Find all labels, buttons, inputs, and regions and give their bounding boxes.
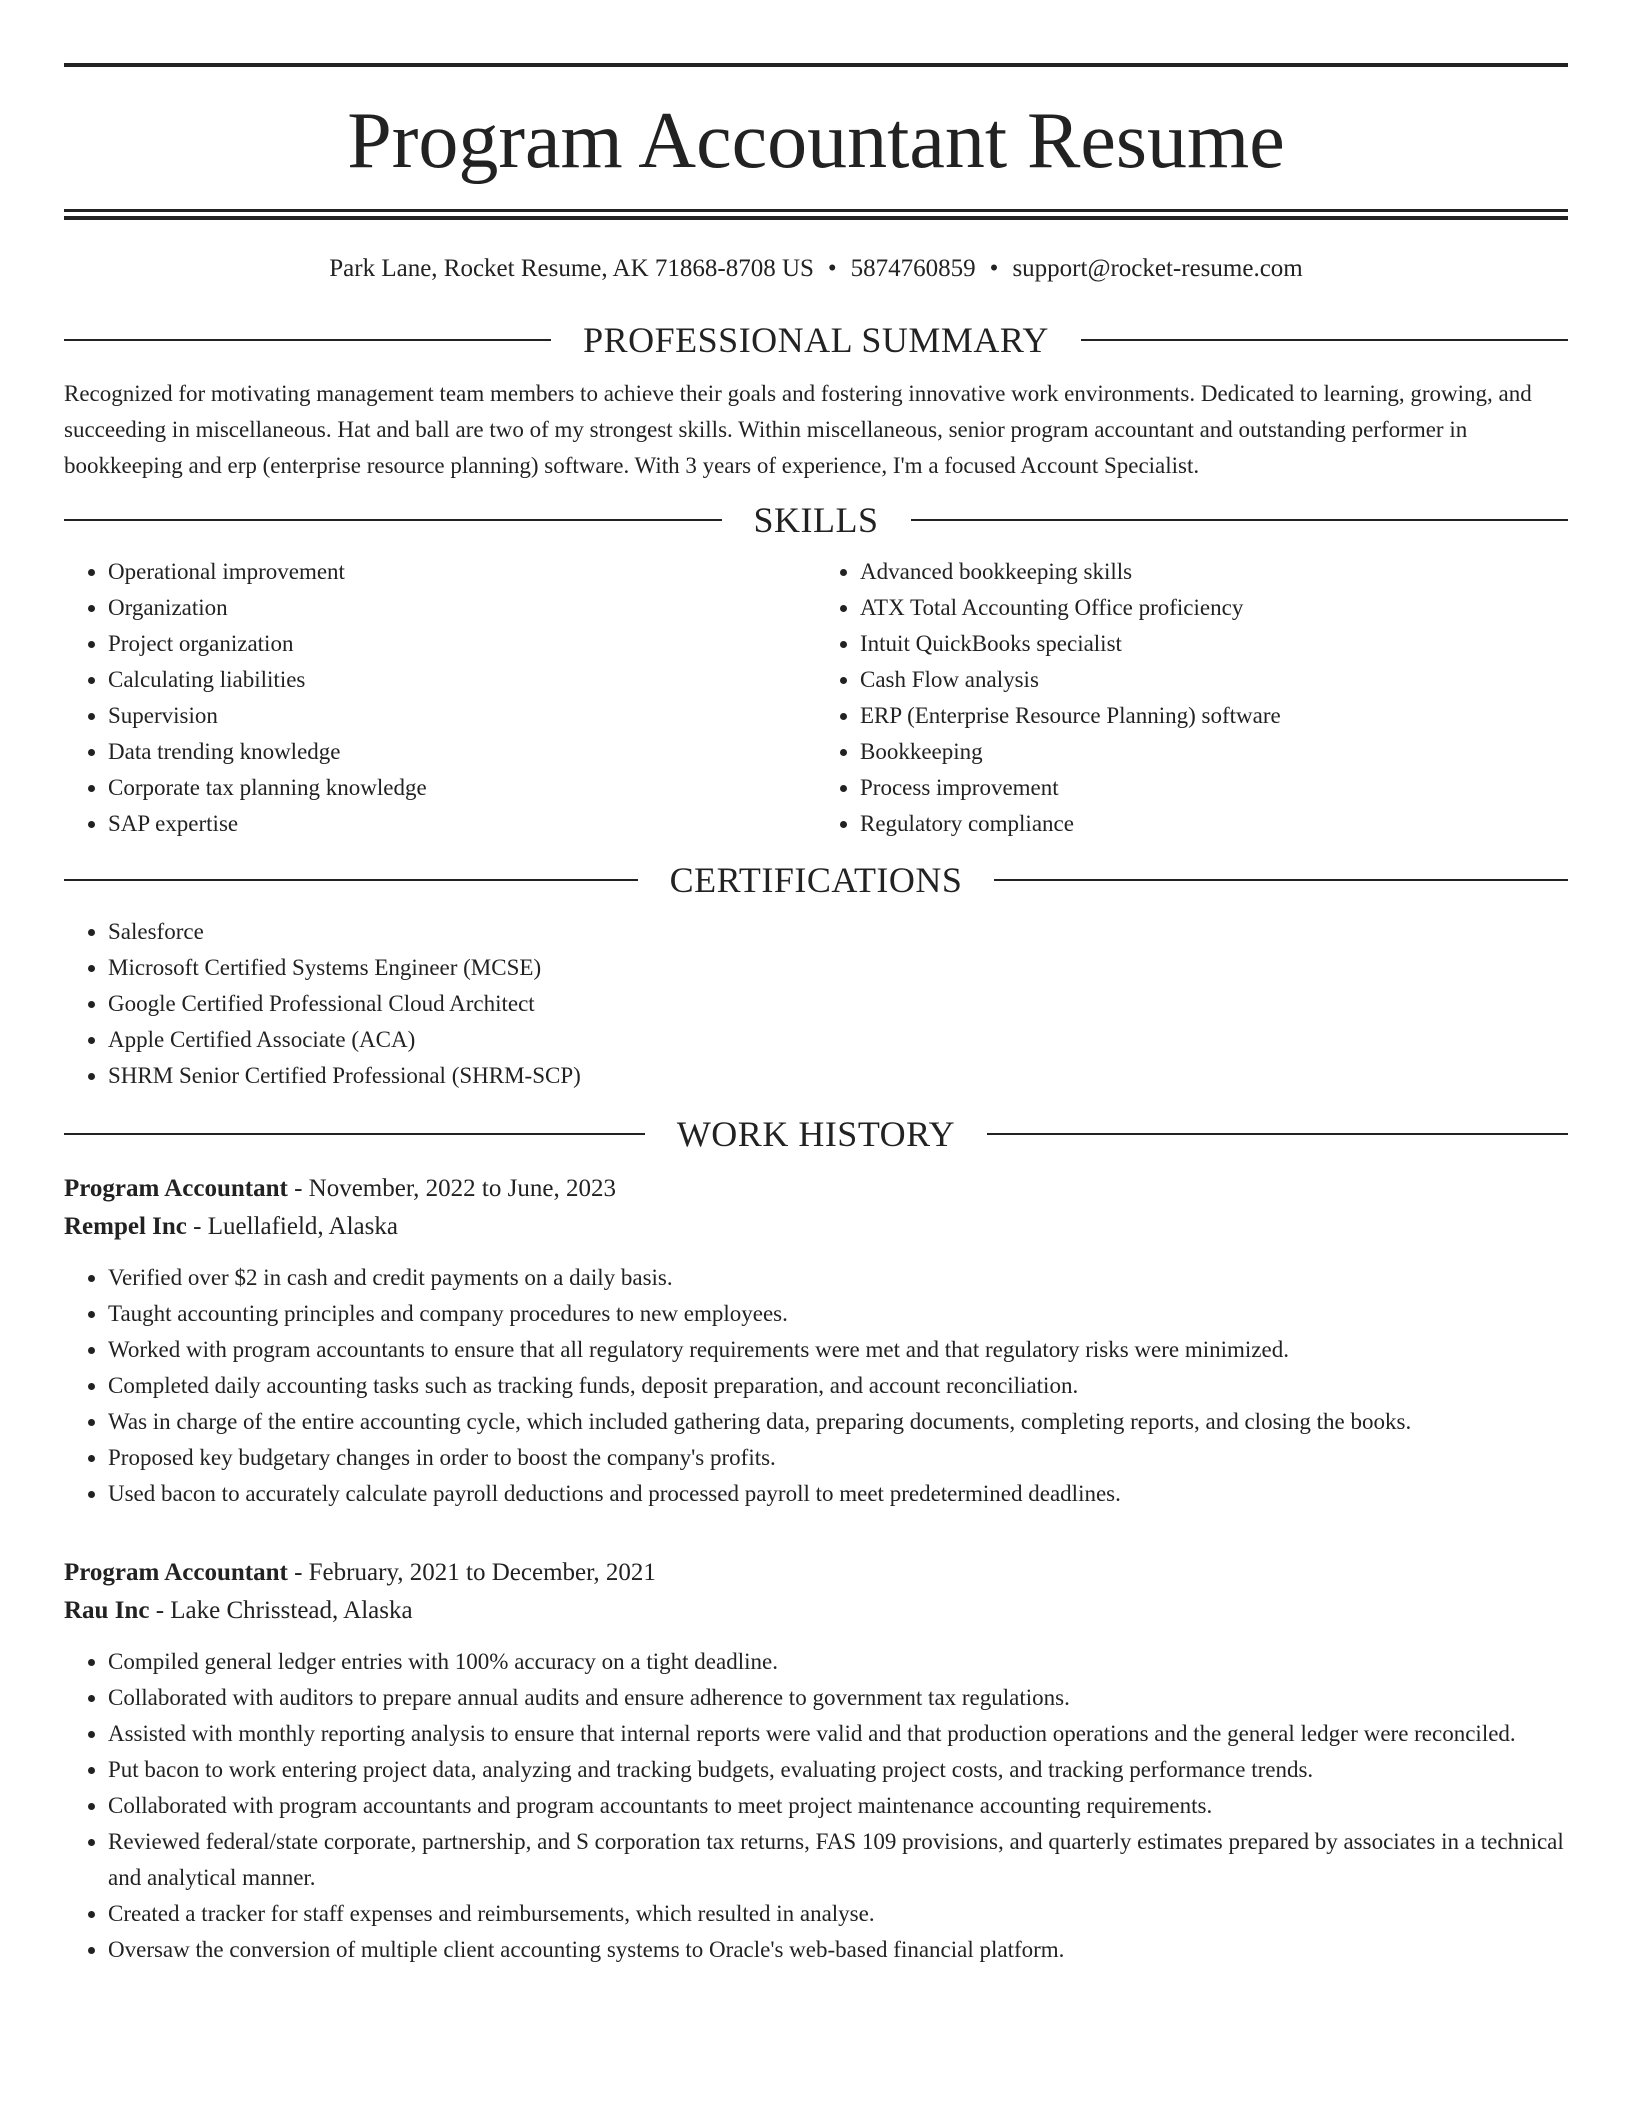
duty-item: • Verified over $2 in cash and credit payments on a daily basis. (108, 1260, 1568, 1296)
section-title: WORK HISTORY (676, 1114, 956, 1154)
job-duties-list (64, 1644, 1568, 1968)
skill-item: • Intuit QuickBooks specialist (860, 626, 1568, 662)
skill-item: • Organization (108, 590, 816, 626)
section-title: CERTIFICATIONS (669, 860, 963, 900)
heading-rule (994, 879, 1568, 881)
certification-item: • Salesforce (108, 914, 1568, 950)
job-entry (64, 1554, 1568, 1968)
job-company: Rempel Inc (64, 1213, 187, 1240)
certification-item: • Apple Certified Associate (ACA) (108, 1022, 1568, 1058)
skill-item: • Advanced bookkeeping skills (860, 554, 1568, 590)
skill-item: • ERP (Enterprise Resource Planning) software (860, 698, 1568, 734)
duty-item: • Taught accounting principles and company procedures to new employees. (108, 1296, 1568, 1332)
job-location: - Lake Chrisstead, Alaska (149, 1597, 413, 1624)
skill-item: • Operational improvement (108, 554, 816, 590)
job-title-line (64, 1170, 1568, 1208)
certification-item: • Google Certified Professional Cloud Architect (108, 986, 1568, 1022)
heading-rule (64, 339, 551, 341)
skill-item: • Bookkeeping (860, 734, 1568, 770)
contact-address: Park Lane, Rocket Resume, AK 71868-8708 US (329, 255, 814, 282)
duty-item: • Worked with program accountants to ensure that all regulatory requirements were met and that regulatory risks were minimized. (108, 1332, 1568, 1368)
contact-separator: • (827, 255, 837, 282)
duty-item: • Was in charge of the entire accounting cycle, which included gathering data, preparing documents, completing reports, and closing the books. (108, 1404, 1568, 1440)
skill-item: • ATX Total Accounting Office proficiency (860, 590, 1568, 626)
heading-rule (64, 1133, 645, 1135)
skill-item: • Regulatory compliance (860, 806, 1568, 842)
resume-page (64, 0, 1568, 1968)
section-title: SKILLS (753, 500, 879, 540)
duty-item: • Put bacon to work entering project data, analyzing and tracking budgets, evaluating project costs, and tracking performance trends. (108, 1752, 1568, 1788)
skill-item: • Data trending knowledge (108, 734, 816, 770)
job-company-line (64, 1592, 1568, 1630)
title-divider (64, 209, 1568, 220)
certifications-list (64, 914, 1568, 1094)
job-entry (64, 1170, 1568, 1512)
contact-line (64, 254, 1568, 284)
duty-item: • Collaborated with auditors to prepare annual audits and ensure adherence to government tax regulations. (108, 1680, 1568, 1716)
duty-item: • Compiled general ledger entries with 100% accuracy on a tight deadline. (108, 1644, 1568, 1680)
certification-item: • Microsoft Certified Systems Engineer (MCSE) (108, 950, 1568, 986)
job-dates: - November, 2022 to June, 2023 (287, 1175, 616, 1202)
summary-text: Recognized for motivating management team members to achieve their goals and fostering innovative work environments. Dedicated to learning, growing, and succeeding in miscellaneous. Hat and ball are two of my strongest skills. Within miscellaneous, senior program accountant and outstanding performer in bookkeeping and erp (enterprise resource planning) software. With 3 years of experience, I'm a focused Account Specialist. (64, 381, 1532, 478)
job-duties-list (64, 1260, 1568, 1512)
skill-item: • Calculating liabilities (108, 662, 816, 698)
skills-columns (64, 554, 1568, 842)
job-dates: - February, 2021 to December, 2021 (287, 1559, 656, 1586)
heading-rule (987, 1133, 1568, 1135)
heading-rule (64, 879, 638, 881)
skill-item: • Project organization (108, 626, 816, 662)
duty-item: • Used bacon to accurately calculate payroll deductions and processed payroll to meet predetermined deadlines. (108, 1476, 1568, 1512)
skills-list-left (64, 554, 816, 842)
section-title: PROFESSIONAL SUMMARY (583, 320, 1049, 360)
duty-item: • Completed daily accounting tasks such as tracking funds, deposit preparation, and account reconciliation. (108, 1368, 1568, 1404)
section-heading-skills (64, 498, 1568, 542)
job-company-line (64, 1208, 1568, 1246)
heading-rule (911, 519, 1569, 521)
job-title: Program Accountant (64, 1559, 288, 1586)
job-title: Program Accountant (64, 1175, 288, 1202)
contact-separator: • (989, 255, 999, 282)
skill-item: • SAP expertise (108, 806, 816, 842)
duty-item: • Collaborated with program accountants and program accountants to meet project maintenance accounting requirements. (108, 1788, 1568, 1824)
job-company: Rau Inc (64, 1597, 150, 1624)
heading-rule (64, 519, 722, 521)
duty-item: • Reviewed federal/state corporate, partnership, and S corporation tax returns, FAS 109 provisions, and quarterly estimates prepared by associates in a technical and analytical manner. (108, 1824, 1568, 1896)
section-heading-certifications (64, 858, 1568, 902)
section-heading-summary (64, 318, 1568, 362)
page-title: Program Accountant Resume (347, 97, 1285, 185)
certification-item: • SHRM Senior Certified Professional (SHRM-SCP) (108, 1058, 1568, 1094)
heading-rule (1081, 339, 1568, 341)
contact-email: support@rocket-resume.com (1012, 255, 1303, 282)
section-heading-work (64, 1112, 1568, 1156)
skill-item: • Corporate tax planning knowledge (108, 770, 816, 806)
contact-phone: 5874760859 (850, 255, 976, 282)
duty-item: • Oversaw the conversion of multiple client accounting systems to Oracle's web-based financial platform. (108, 1932, 1568, 1968)
duty-item: • Proposed key budgetary changes in order to boost the company's profits. (108, 1440, 1568, 1476)
job-title-line (64, 1554, 1568, 1592)
top-rule (64, 63, 1568, 67)
skills-list-right (816, 554, 1568, 842)
duty-item: • Assisted with monthly reporting analysis to ensure that internal reports were valid and that production operations and the general ledger were reconciled. (108, 1716, 1568, 1752)
skill-item: • Cash Flow analysis (860, 662, 1568, 698)
skill-item: • Supervision (108, 698, 816, 734)
duty-item: • Created a tracker for staff expenses and reimbursements, which resulted in analyse. (108, 1896, 1568, 1932)
skill-item: • Process improvement (860, 770, 1568, 806)
job-location: - Luellafield, Alaska (186, 1213, 398, 1240)
